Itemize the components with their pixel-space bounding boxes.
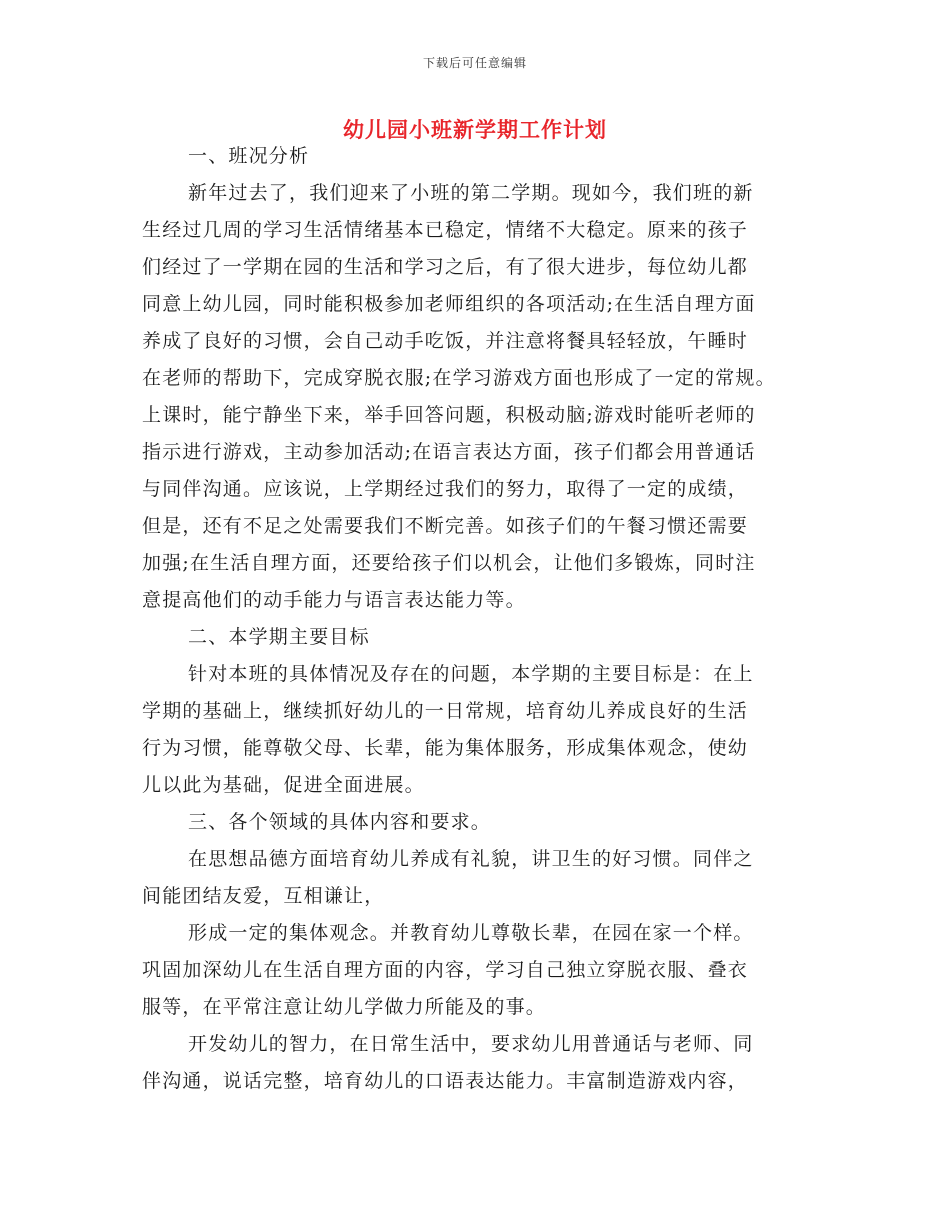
section-heading-main-goals: 二、本学期主要目标	[188, 626, 370, 648]
paragraph-line: 形成一定的集体观念。并教育幼儿尊敬长辈，在园在家一个样。	[188, 922, 754, 944]
paragraph-line: 服等，在平常注意让幼儿学做力所能及的事。	[142, 996, 547, 1018]
paragraph-line: 伴沟通，说话完整，培育幼儿的口语表达能力。丰富制造游戏内容，	[142, 1070, 749, 1092]
paragraph-line: 但是，还有不足之处需要我们不断完善。如孩子们的午餐习惯还需要	[142, 515, 749, 537]
section-heading-class-analysis: 一、班况分析	[188, 145, 310, 167]
paragraph-line: 们经过了一学期在园的生活和学习之后，有了很大进步，每位幼儿都	[142, 256, 749, 278]
paragraph-line: 学期的基础上，继续抓好幼儿的一日常规，培育幼儿养成良好的生活	[142, 700, 749, 722]
paragraph-line: 指示进行游戏，主动参加活动;在语言表达方面，孩子们都会用普通话	[142, 441, 756, 463]
paragraph-line: 针对本班的具体情况及存在的问题，本学期的主要目标是：在上	[188, 663, 754, 685]
paragraph-line: 在老师的帮助下，完成穿脱衣服;在学习游戏方面也形成了一定的常规。	[142, 367, 776, 389]
paragraph-line: 在思想品德方面培育幼儿养成有礼貌，讲卫生的好习惯。同伴之	[188, 848, 754, 870]
page-header: 下载后可任意编辑	[422, 56, 527, 70]
paragraph-line: 加强;在生活自理方面，还要给孩子们以机会，让他们多锻炼，同时注	[142, 552, 756, 574]
document-body	[142, 138, 822, 1100]
paragraph-line: 养成了良好的习惯，会自己动手吃饭，并注意将餐具轻轻放，午睡时	[142, 330, 749, 352]
paragraph-line: 与同伴沟通。应该说，上学期经过我们的努力，取得了一定的成绩，	[142, 478, 749, 500]
paragraph-line: 同意上幼儿园，同时能积极参加老师组织的各项活动;在生活自理方面	[142, 293, 756, 315]
paragraph-line: 间能团结友爱，互相谦让，	[142, 885, 385, 907]
paragraph-line: 行为习惯，能尊敬父母、长辈，能为集体服务，形成集体观念，使幼	[142, 737, 749, 759]
paragraph-line: 巩固加深幼儿在生活自理方面的内容，学习自己独立穿脱衣服、叠衣	[142, 959, 749, 981]
paragraph-line: 儿以此为基础，促进全面进展。	[142, 774, 425, 796]
paragraph-line: 新年过去了，我们迎来了小班的第二学期。现如今，我们班的新	[188, 182, 754, 204]
paragraph-line: 意提高他们的动手能力与语言表达能力等。	[142, 589, 526, 611]
section-heading-domain-content: 三、各个领域的具体内容和要求。	[188, 811, 492, 833]
paragraph-line: 上课时，能宁静坐下来，举手回答问题，积极动脑;游戏时能听老师的	[142, 404, 756, 426]
paragraph-line: 开发幼儿的智力，在日常生活中，要求幼儿用普通话与老师、同	[188, 1033, 754, 1055]
document-title: 幼儿园小班新学期工作计划	[343, 117, 607, 142]
paragraph-line: 生经过几周的学习生活情绪基本已稳定，情绪不大稳定。原来的孩子	[142, 219, 749, 241]
